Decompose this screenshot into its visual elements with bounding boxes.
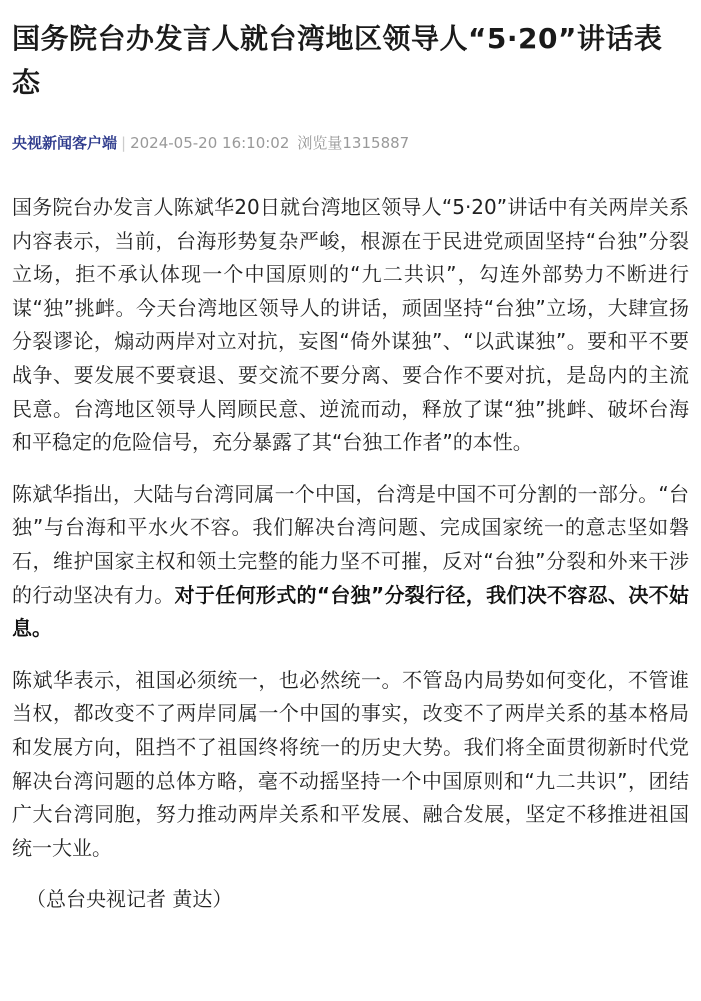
reporter-byline: （总台央视记者 黄达）	[26, 887, 233, 912]
paragraph-3: 陈斌华表示，祖国必须统一，也必然统一。不管岛内局势如何变化，不管谁当权，都改变不了两岸同属一个中国的事实，改变不了两岸关系的基本格局和发展方向，阻挡不了祖国终将统一的历史大势。我们将全面贯彻新时代党解决台湾问题的总体方略，毫不动摇坚持一个中国原则和“九二共识”，团结广大台湾同胞，努力推动两岸关系和平发展、融合发展，坚定不移推进祖国统一大业。	[12, 667, 689, 860]
paragraph-2	[12, 478, 689, 646]
article-body	[12, 191, 689, 916]
paragraph-1: 国务院台办发言人陈斌华20日就台湾地区领导人“5·20”讲话中有关两岸关系内容表示，当前，台海形势复杂严峻，根源在于民进党顽固坚持“台独”分裂立场，拒不承认体现一个中国原则的“九二共识”，勾连外部势力不断进行谋“独”挑衅。今天台湾地区领导人的讲话，顽固坚持“台独”立场，大肆宣扬分裂谬论，煽动两岸对立对抗，妄图“倚外谋独”、“以武谋独”。要和平不要战争、要发展不要衰退、要交流不要分离、要合作不要对抗，是岛内的主流民意。台湾地区领导人罔顾民意、逆流而动，释放了谋“独”挑衅、破坏台海和平稳定的危险信号，充分暴露了其“台独工作者”的本性。	[12, 195, 689, 455]
article-title: 国务院台办发言人就台湾地区领导人“5·20”讲话表态	[12, 22, 663, 99]
publish-datetime: 2024-05-20 16:10:02	[130, 134, 290, 152]
meta-separator: |	[121, 134, 127, 152]
view-count: 浏览量1315887	[297, 134, 410, 152]
article-meta	[12, 133, 689, 153]
paragraph-2-emphasis: 对于任何形式的“台独”分裂行径，我们决不容忍、决不姑息。	[12, 582, 690, 641]
paragraph-2-text: 陈斌华指出，大陆与台湾同属一个中国，台湾是中国不可分割的一部分。“台独”与台海和平水火不容。我们解决台湾问题、完成国家统一的意志坚如磐石，维护国家主权和领土完整的能力坚不可摧，反对“台独”分裂和外来干涉的行动坚决有力。	[12, 481, 689, 607]
source-name[interactable]: 央视新闻客户端	[12, 134, 118, 152]
